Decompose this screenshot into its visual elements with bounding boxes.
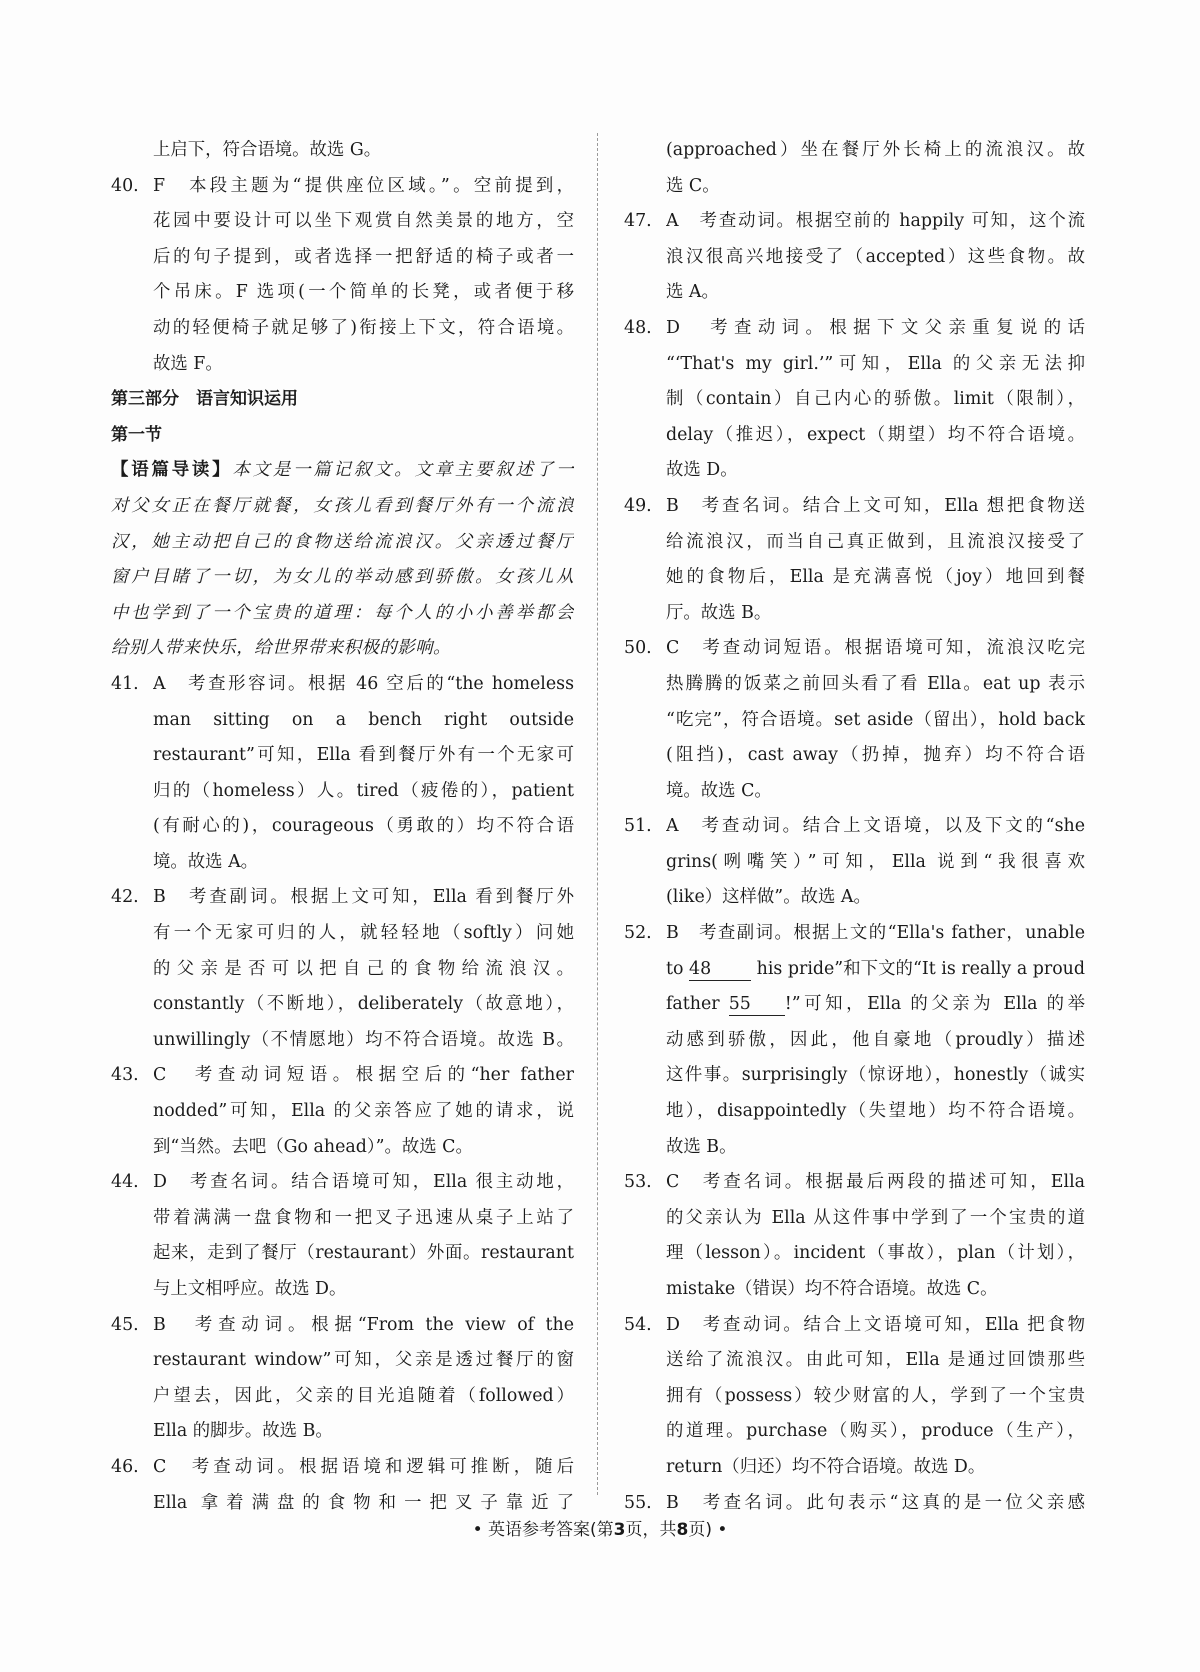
page-number: 3 [613, 1520, 626, 1540]
item-number: 46. [111, 1456, 139, 1477]
answer-item-43: 43. C 考查动词短语。根据空后的“her father nodded”可知，Ella 的父亲答应了她的请求，说 到“当然。去吧（Go ahead）”。故选 C。 [111, 1058, 574, 1165]
answer-item-42: 42. B 考查副词。根据上文可知，Ella 看到餐厅外 有一个无家可归的人，就轻轻地（softly）问她 的父亲是否可以把自己的食物给流浪汉。 constantly（不断地），deliberately（故意地）， unwillingly（不情愿地）均不符合语境。故选 B。 [111, 880, 574, 1058]
guide-tag: 【语篇导读】 [111, 460, 233, 481]
answer-item-48: 48. D 考查动词。根据下文父亲重复说的话 “‘That's my girl.’”可知，Ella 的父亲无法抑 制（contain）自己内心的骄傲。limit（限制）， delay（推迟），expect（期望）均不符合语境。 故选 D。 [624, 311, 1085, 489]
left-column [111, 133, 574, 1521]
answer-item-47: 47. A 考查动词。根据空前的 happily 可知，这个流 浪汉很高兴地接受了（accepted）这些食物。故 选 A。 [624, 204, 1085, 311]
item-number: 45. [111, 1314, 139, 1335]
item-number: 40. [111, 175, 139, 196]
item-number: 49. [624, 495, 652, 516]
answer-item-54: 54. D 考查动词。结合上文语境可知，Ella 把食物 送给了流浪汉。由此可知，Ella 是通过回馈那些 拥有（possess）较少财富的人，学到了一个宝贵 的道理。purchase（购买），produce（生产）， return（归还）均不符合语境。故选 D。 [624, 1308, 1085, 1486]
answer-item-45: 45. B 考查动词。根据“From the view of the restaurant window”可知，父亲是透过餐厅的窗 户望去，因此，父亲的目光追随着（followed） Ella 的脚步。故选 B。 [111, 1308, 574, 1450]
answer-item-40: 40. F 本段主题为“提供座位区域。”。空前提到， 花园中要设计可以坐下观赏自然美景的地方，空 后的句子提到，或者选择一把舒适的椅子或者一 个吊床。F 选项(一个简单的长凳，或者便于移 动的轻便椅子就足够了)衔接上下文，符合语境。 故选 F。 [111, 169, 574, 383]
item-number: 51. [624, 816, 652, 837]
passage-guide: 【语篇导读】本文是一篇记叙文。文章主要叙述了一 对父女正在餐厅就餐，女孩儿看到餐厅外有一个流浪 汉，她主动把自己的食物送给流浪汉。父亲透过餐厅 窗户目睹了一切，为女儿的举动感到骄傲。女孩儿从 中也学到了一个宝贵的道理：每个人的小小善举都会 给别人带来快乐，给世界带来积极的影响。 [111, 460, 574, 659]
answer-item-49: 49. B 考查名词。结合上文可知，Ella 想把食物送 给流浪汉，而当自己真正做到，且流浪汉接受了 她的食物后，Ella 是充满喜悦（joy）地回到餐 厅。故选 B。 [624, 489, 1085, 631]
column-divider [597, 133, 598, 1495]
answer-item-51: 51. A 考查动词。结合上文语境，以及下文的“she grins(咧嘴笑）”可知，Ella 说到“我很喜欢 (like）这样做”。故选 A。 [624, 809, 1085, 916]
item-number: 50. [624, 638, 652, 659]
answer-item-44: 44. D 考查名词。结合语境可知，Ella 很主动地， 带着满满一盘食物和一把叉子迅速从桌子上站了 起来，走到了餐厅（restaurant）外面。restaurant 与上文相呼应。故选 D。 [111, 1165, 574, 1307]
answer-item-46: 46. C 考查动词。根据语境和逻辑可推断，随后 Ella 拿着满盘的食物和一把叉子靠近了 [111, 1450, 574, 1521]
answer-item-50: 50. C 考查动词短语。根据语境可知，流浪汉吃完 热腾腾的饭菜之前回头看了看 Ella。eat up 表示 “吃完”，符合语境。set aside（留出），hold back (阻挡)，cast away（扔掉，抛弃）均不符合语 境。故选 C。 [624, 631, 1085, 809]
blank-48: 48 [689, 958, 751, 981]
answer-item-55: 55. B 考查名词。此句表示“这真的是一位父亲感 [624, 1486, 1085, 1522]
item-number: 52. [624, 923, 652, 944]
continuation-line: (approached）坐在餐厅外长椅上的流浪汉。故 [666, 140, 1085, 160]
answer-item-53: 53. C 考查名词。根据最后两段的描述可知，Ella 的父亲认为 Ella 从这件事中学到了一个宝贵的道 理（lesson）。incident（事故），plan（计划）， mistake（错误）均不符合语境。故选 C。 [624, 1165, 1085, 1307]
item-number: 47. [624, 211, 652, 232]
item-number: 41. [111, 673, 139, 694]
item-number: 42. [111, 887, 139, 908]
total-pages: 8 [676, 1520, 689, 1540]
item-number: 48. [624, 317, 652, 338]
item-number: 43. [111, 1065, 139, 1086]
continuation-line: 选 C。 [666, 175, 720, 196]
page-footer: • 英语参考答案(第3页，共8页) • [472, 1520, 728, 1540]
answer-item-52: 52. B 考查副词。根据上文的“Ella's father，unable to 48 his pride”和下文的“It is really a proud father 55 !”可知，Ella 的父亲为 Ella 的举 动感到骄傲，因此，他自豪地（proudly）描述 这件事。surprisingly（惊讶地），honestly（诚实 地），disappointedly（失望地）均不符合语境。 故选 B。 [624, 916, 1085, 1165]
item-number: 54. [624, 1314, 652, 1335]
item-number: 44. [111, 1172, 139, 1193]
blank-55: 55 [729, 993, 785, 1016]
answer-item-41: 41. A 考查形容词。根据 46 空后的“the homeless man sitting on a bench right outside restaurant”可知，Ella 看到餐厅外有一个无家可 归的（homeless）人。tired（疲倦的），patient (有耐心的)，courageous（勇敢的）均不符合语 境。故选 A。 [111, 667, 574, 881]
item-number: 55. [624, 1492, 652, 1513]
item-number: 53. [624, 1172, 652, 1193]
section-heading: 第一节 [111, 424, 162, 445]
right-column [624, 133, 1085, 1521]
part-heading: 第三部分 语言知识运用 [111, 389, 298, 410]
continuation-line: 上启下，符合语境。故选 G。 [153, 140, 382, 160]
